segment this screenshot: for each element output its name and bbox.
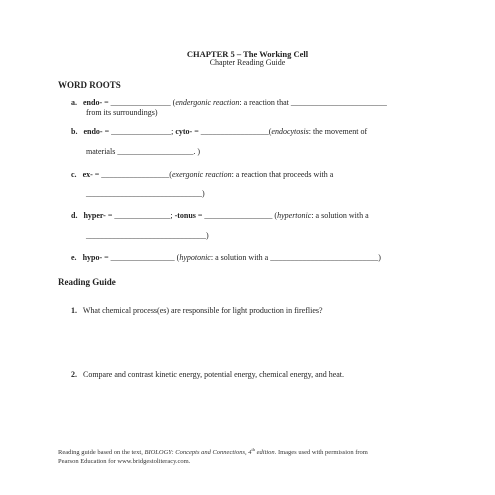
item-letter: c.: [71, 170, 77, 179]
word-root-item-c: [71, 170, 333, 180]
footer-prefix: Reading guide based on the text,: [58, 449, 145, 457]
footer-line-2: Pearson Education for www.bridgestoliteracy.com.: [58, 457, 191, 465]
question-number: 1.: [71, 306, 77, 315]
footer-line-1: [58, 447, 368, 458]
vocab-term: hypotonic: [179, 253, 211, 262]
word-root-item-e: [71, 253, 381, 263]
page-subtitle: Chapter Reading Guide: [209, 58, 286, 67]
word-root-item-a-cont: from its surroundings): [86, 108, 158, 117]
root-term: endo-: [83, 127, 103, 136]
question-2: [71, 370, 344, 380]
root-term: hypo-: [82, 253, 103, 262]
word-root-item-a: [71, 98, 387, 108]
vocab-term: endergonic reaction: [175, 98, 240, 107]
vocab-term: hypertonic: [277, 211, 312, 220]
word-root-item-d: [71, 211, 369, 221]
definition-text: : a solution with a ___________________________): [210, 253, 381, 262]
question-1: [71, 306, 323, 316]
word-root-item-b: [71, 127, 367, 137]
reading-guide-heading: Reading Guide: [58, 277, 116, 287]
footer-edition: edition: [255, 449, 275, 457]
footer-superscript: th: [251, 447, 255, 452]
root-term-2: cyto-: [175, 127, 193, 136]
item-letter: d.: [71, 211, 78, 220]
blank-text: = ______________;: [105, 211, 175, 220]
definition-text: : the movement of: [308, 127, 368, 136]
word-root-item-c-cont: _____________________________): [86, 189, 205, 198]
definition-text: : a reaction that ________________________: [239, 98, 387, 107]
footer-citation: [58, 447, 368, 467]
vocab-term: exergonic reaction: [171, 170, 232, 179]
item-letter: a.: [71, 98, 77, 107]
blank-text-2: = _________________(: [192, 127, 272, 136]
definition-text: : a reaction that proceeds with a: [231, 170, 334, 179]
blank-text: = ________________ (: [102, 253, 180, 262]
blank-text: = _______________ (: [102, 98, 176, 107]
page-title: CHAPTER 5 – The Working Cell: [186, 49, 309, 59]
item-letter: b.: [71, 127, 78, 136]
question-number: 2.: [71, 370, 77, 379]
vocab-term: endocytosis: [271, 127, 309, 136]
footer-suffix: . Images used with permission from: [274, 449, 368, 457]
word-roots-heading: WORD ROOTS: [58, 80, 121, 90]
root-term: endo-: [83, 98, 103, 107]
definition-text: : a solution with a: [311, 211, 369, 220]
root-term-2: -tonus: [174, 211, 196, 220]
root-term: ex-: [82, 170, 93, 179]
word-root-item-b-cont: materials ___________________. ): [86, 147, 200, 156]
item-letter: e.: [71, 253, 77, 262]
blank-text: = _________________(: [92, 170, 172, 179]
question-text: Compare and contrast kinetic energy, potential energy, chemical energy, and heat.: [83, 370, 345, 379]
blank-text: = _______________;: [102, 127, 176, 136]
word-root-item-d-cont: ______________________________): [86, 231, 209, 240]
blank-text-2: = _________________ (: [195, 211, 278, 220]
root-term: hyper-: [83, 211, 106, 220]
question-text: What chemical process(es) are responsible for light production in fireflies?: [82, 306, 323, 315]
footer-book-title: BIOLOGY: Concepts and Connections, 4: [144, 449, 252, 457]
